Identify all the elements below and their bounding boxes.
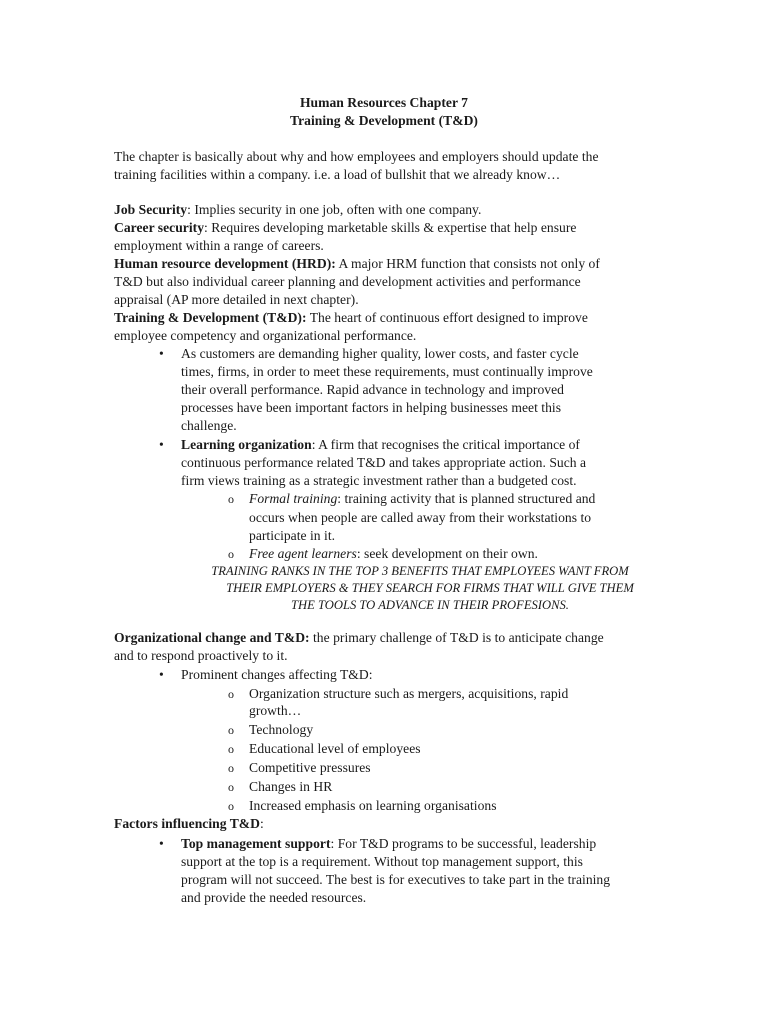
- bullet-glyph: •: [159, 836, 164, 851]
- sub-bullet-glyph: o: [228, 547, 234, 561]
- bullet2-line-3: firm views training as a strategic investment rather than a budgeted cost.: [181, 473, 577, 488]
- sub-bullet-glyph: o: [228, 723, 234, 737]
- sub-bullet-glyph: o: [228, 492, 234, 506]
- sub-bullet-glyph: o: [228, 799, 234, 813]
- document-subtitle: Training & Development (T&D): [290, 113, 478, 128]
- formal-training-line-2: occurs when people are called away from their workstations to: [249, 510, 592, 525]
- change-item: Increased emphasis on learning organisations: [249, 798, 497, 813]
- learning-organization-definition: Learning organization: A firm that recognises the critical importance of: [181, 437, 580, 452]
- factors-line-2: support at the top is a requirement. Without top management support, this: [181, 854, 583, 869]
- hrd-line-3: appraisal (AP more detailed in next chapter).: [114, 292, 359, 307]
- formal-training-line-3: participate in it.: [249, 528, 336, 543]
- document-title: Human Resources Chapter 7: [299, 95, 469, 110]
- org-change-line-2: and to respond proactively to it.: [114, 648, 288, 663]
- change-item: Changes in HR: [249, 779, 333, 794]
- caps-note-line-3: THE TOOLS TO ADVANCE IN THEIR PROFESIONS.: [291, 598, 569, 612]
- job-security-definition: Job Security: Implies security in one job, often with one company.: [114, 202, 482, 217]
- caps-note-line-1: TRAINING RANKS IN THE TOP 3 BENEFITS THAT EMPLOYEES WANT FROM: [211, 564, 629, 578]
- sub-bullet-glyph: o: [228, 687, 234, 701]
- bullet-glyph: •: [159, 667, 164, 682]
- formal-training-definition: Formal training: training activity that is planned structured and: [249, 491, 596, 506]
- factors-line-3: program will not succeed. The best is for executives to take part in the training: [181, 872, 611, 887]
- hrd-definition: Human resource development (HRD): A major HRM function that consists not only of: [114, 256, 600, 271]
- sub-bullet-glyph: o: [228, 761, 234, 775]
- org-change-definition: Organizational change and T&D: the primary challenge of T&D is to anticipate change: [114, 630, 604, 645]
- change-item-cont: growth…: [249, 703, 302, 718]
- sub-bullet-glyph: o: [228, 780, 234, 794]
- top-management-support-definition: Top management support: For T&D programs to be successful, leadership: [181, 836, 597, 851]
- change-item: Technology: [249, 722, 314, 737]
- bullet1-line-1: As customers are demanding higher quality, lower costs, and faster cycle: [181, 346, 579, 361]
- bullet1-line-5: challenge.: [181, 418, 237, 433]
- bullet1-line-2: times, firms, in order to meet these requirements, must continually improve: [181, 364, 593, 379]
- factors-heading: Factors influencing T&D:: [114, 816, 264, 831]
- hrd-line-2: T&D but also individual career planning and development activities and performance: [114, 274, 581, 289]
- bullet1-line-3: their overall performance. Rapid advance in technology and improved: [181, 382, 564, 397]
- factors-line-4: and provide the needed resources.: [181, 890, 367, 905]
- career-security-definition: Career security: Requires developing marketable skills & expertise that help ensure: [114, 220, 577, 235]
- bullet-glyph: •: [159, 437, 164, 452]
- intro-line-1: The chapter is basically about why and how employees and employers should update the: [114, 149, 599, 164]
- prominent-changes-bullet: Prominent changes affecting T&D:: [181, 667, 373, 682]
- bullet1-line-4: processes have been important factors in helping businesses meet this: [181, 400, 562, 415]
- sub-bullet-glyph: o: [228, 742, 234, 756]
- td-definition: Training & Development (T&D): The heart of continuous effort designed to improve: [114, 310, 588, 325]
- bullet2-line-2: continuous performance related T&D and takes appropriate action. Such a: [181, 455, 587, 470]
- td-line-2: employee competency and organizational performance.: [114, 328, 417, 343]
- career-security-line-2: employment within a range of careers.: [114, 238, 324, 253]
- free-agent-learners-definition: Free agent learners: seek development on their own.: [249, 546, 538, 561]
- bullet-glyph: •: [159, 346, 164, 361]
- intro-line-2: training facilities within a company. i.e. a load of bullshit that we already know…: [114, 167, 561, 182]
- change-item: Organization structure such as mergers, acquisitions, rapid: [249, 686, 569, 701]
- change-item: Competitive pressures: [249, 760, 371, 775]
- caps-note-line-2: THEIR EMPLOYERS & THEY SEARCH FOR FIRMS THAT WILL GIVE THEM: [226, 581, 634, 595]
- change-item: Educational level of employees: [249, 741, 421, 756]
